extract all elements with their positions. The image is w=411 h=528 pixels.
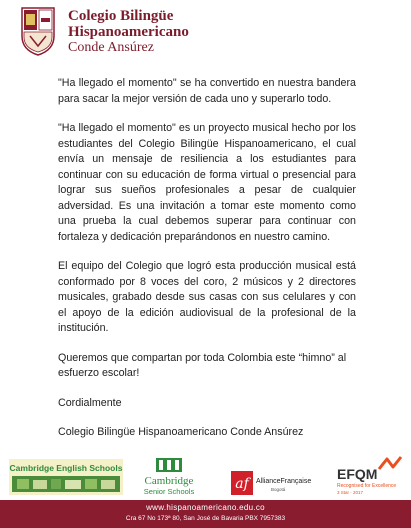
cambridge-english-text: Cambridge English Schools (9, 463, 123, 473)
letter-body (58, 76, 356, 455)
efqm-logo (333, 455, 405, 497)
footer-url[interactable]: www.hispanoamericano.edu.co (146, 503, 265, 512)
paragraph-1: "Ha llegado el momento" se ha convertido en nuestra bandera para sacar la mejor versión de cada uno y superarlo todo. (58, 77, 356, 105)
cambridge-senior-schools-logo (134, 456, 204, 498)
cambridge-english-schools-logo (9, 459, 123, 495)
paragraph-3: El equipo del Colegio que logró esta producción musical está conformado por 8 voces del coro, 2 músicos y 2 directores musicales, grabado desde sus casas con sus celulares y con el apoyo de la edición audiovisual de la profesional de la institución. (58, 260, 356, 334)
school-name-line3: Conde Ansúrez (68, 40, 154, 55)
efqm-sub-text: Recognised for Excellence (337, 483, 397, 489)
school-name-line1: Colegio Bilingüe (68, 8, 174, 24)
school-name-line2: Hispanoamericano (68, 24, 189, 40)
footer-bar (0, 500, 411, 528)
paragraph-2: "Ha llegado el momento" es un proyecto musical hecho por los estudiantes del Colegio Bilingüe Hispanoamericano, el cual envía un mensaje de resiliencia a los estudiantes para continuar con su educación de forma virtual o presencial para lograr sus sueños profesionales a pesar de cualquier adversidad. Es una invitación a tomar este momento como una prueba la cual debemos superar para continuar con fortaleza y dedicación preparándonos en nuestro camino. (58, 122, 356, 243)
paragraph-4: Queremos que compartan por toda Colombia este “himno” al esfuerzo escolar! (58, 351, 347, 379)
school-crest-icon (20, 6, 56, 56)
cambridge-senior-text-2: Senior Schools (143, 487, 195, 496)
footer-address: Cra 67 No 173ª 80, San José de Bavaria PBX 7957383 (125, 515, 286, 522)
cambridge-senior-text-1: Cambridge (144, 475, 194, 487)
school-name (68, 8, 189, 56)
alliance-sub-text: Bogotá (271, 487, 286, 492)
svg-text:af: af (235, 476, 249, 492)
efqm-text: EFQM (337, 466, 378, 482)
efqm-stars-text: 3 Star · 2017 (337, 490, 364, 495)
closing: Cordialmente (58, 396, 122, 409)
alliance-text: AllianceFrançaise (256, 478, 311, 485)
signature: Colegio Bilingüe Hispanoamericano Conde Ansúrez (58, 426, 304, 438)
letterhead (0, 0, 411, 66)
alliance-francaise-logo (231, 471, 311, 495)
accreditation-logos (0, 452, 411, 502)
